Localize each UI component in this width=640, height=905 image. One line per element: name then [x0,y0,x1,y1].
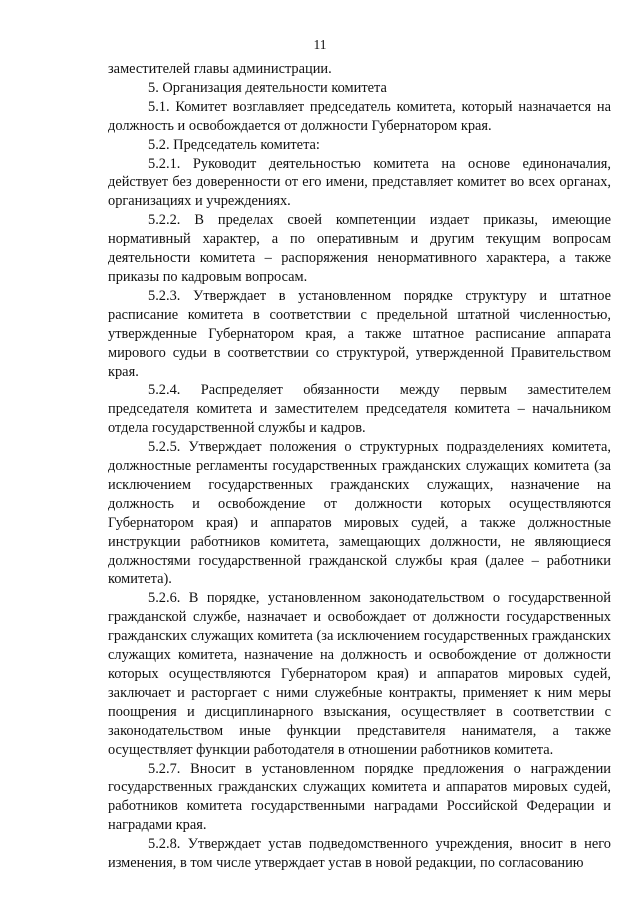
paragraph-5-2-5: 5.2.5. Утверждает положения о структурных подразделениях комитета, должностные регламенты государственных гражданских служащих комитета (за исключением государственных гражданских служащих, назначение на должность и освобождение от должности которых осуществляются Губернатором края) и аппаратов мировых судей, а также должностные инструкции работников комитета, замещающих должности, не являющиеся должностями государственной гражданской службы края (далее – работники комитета). [108,439,611,588]
paragraph-5-2: 5.2. Председатель комитета: [148,136,320,153]
section-heading-5: 5. Организация деятельности комитета [148,79,387,96]
paragraph-5-2-8: 5.2.8. Утверждает устав подведомственного учреждения, вносит в него изменения, в том числе утверждает устав в новой редакции, по согласованию [108,836,611,872]
paragraph-5-2-7: 5.2.7. Вносит в установленном порядке предложения о награждении государственных гражданских служащих комитета и аппаратов мировых судей, работников комитета государственными наградами Российской Федерации и наградами края. [108,760,611,834]
paragraph-5-2-4: 5.2.4. Распределяет обязанности между первым заместителем председателя комитета и заместителем председателя комитета – начальником отдела государственной службы и кадров. [108,382,611,437]
paragraph-5-2-6: 5.2.6. В порядке, установленном законодательством о государственной гражданской службе, назначает и освобождает от должности государственных гражданских служащих комитета (за исключением государственных гражданских служащих комитета, назначение на должность и освобождение от должности которых осуществляются Губернатором края) и аппаратов мировых судей, заключает и расторгает с ними служебные контракты, применяет к ним меры поощрения и дисциплинарного взыскания, осуществляет в соответствии с законодательством иные функции представителя нанимателя, а также осуществляет функции работодателя в отношении работников комитета. [108,590,611,758]
paragraph-5-2-3: 5.2.3. Утверждает в установленном порядке структуру и штатное расписание комитета в соответствии с предельной штатной численностью, утвержденные Губернатором края, а также штатное расписание аппарата мирового судьи в соответствии со структурой, утвержденной Правительством края. [108,287,611,380]
document-body [108,60,611,873]
paragraph-5-2-1: 5.2.1. Руководит деятельностью комитета на основе единоначалия, действует без доверенности от его имени, представляет комитет во всех органах, организациях и учреждениях. [108,155,611,210]
paragraph-5-1: 5.1. Комитет возглавляет председатель комитета, который назначается на должность и освобождается от должности Губернатором края. [108,98,611,134]
paragraph-5-2-2: 5.2.2. В пределах своей компетенции издает приказы, имеющие нормативный характер, а по оперативным и другим текущим вопросам деятельности комитета – распоряжения ненормативного характера, а также приказы по кадровым вопросам. [108,212,611,285]
page-number: 11 [313,37,327,52]
paragraph-continuation: заместителей главы администрации. [108,61,332,77]
